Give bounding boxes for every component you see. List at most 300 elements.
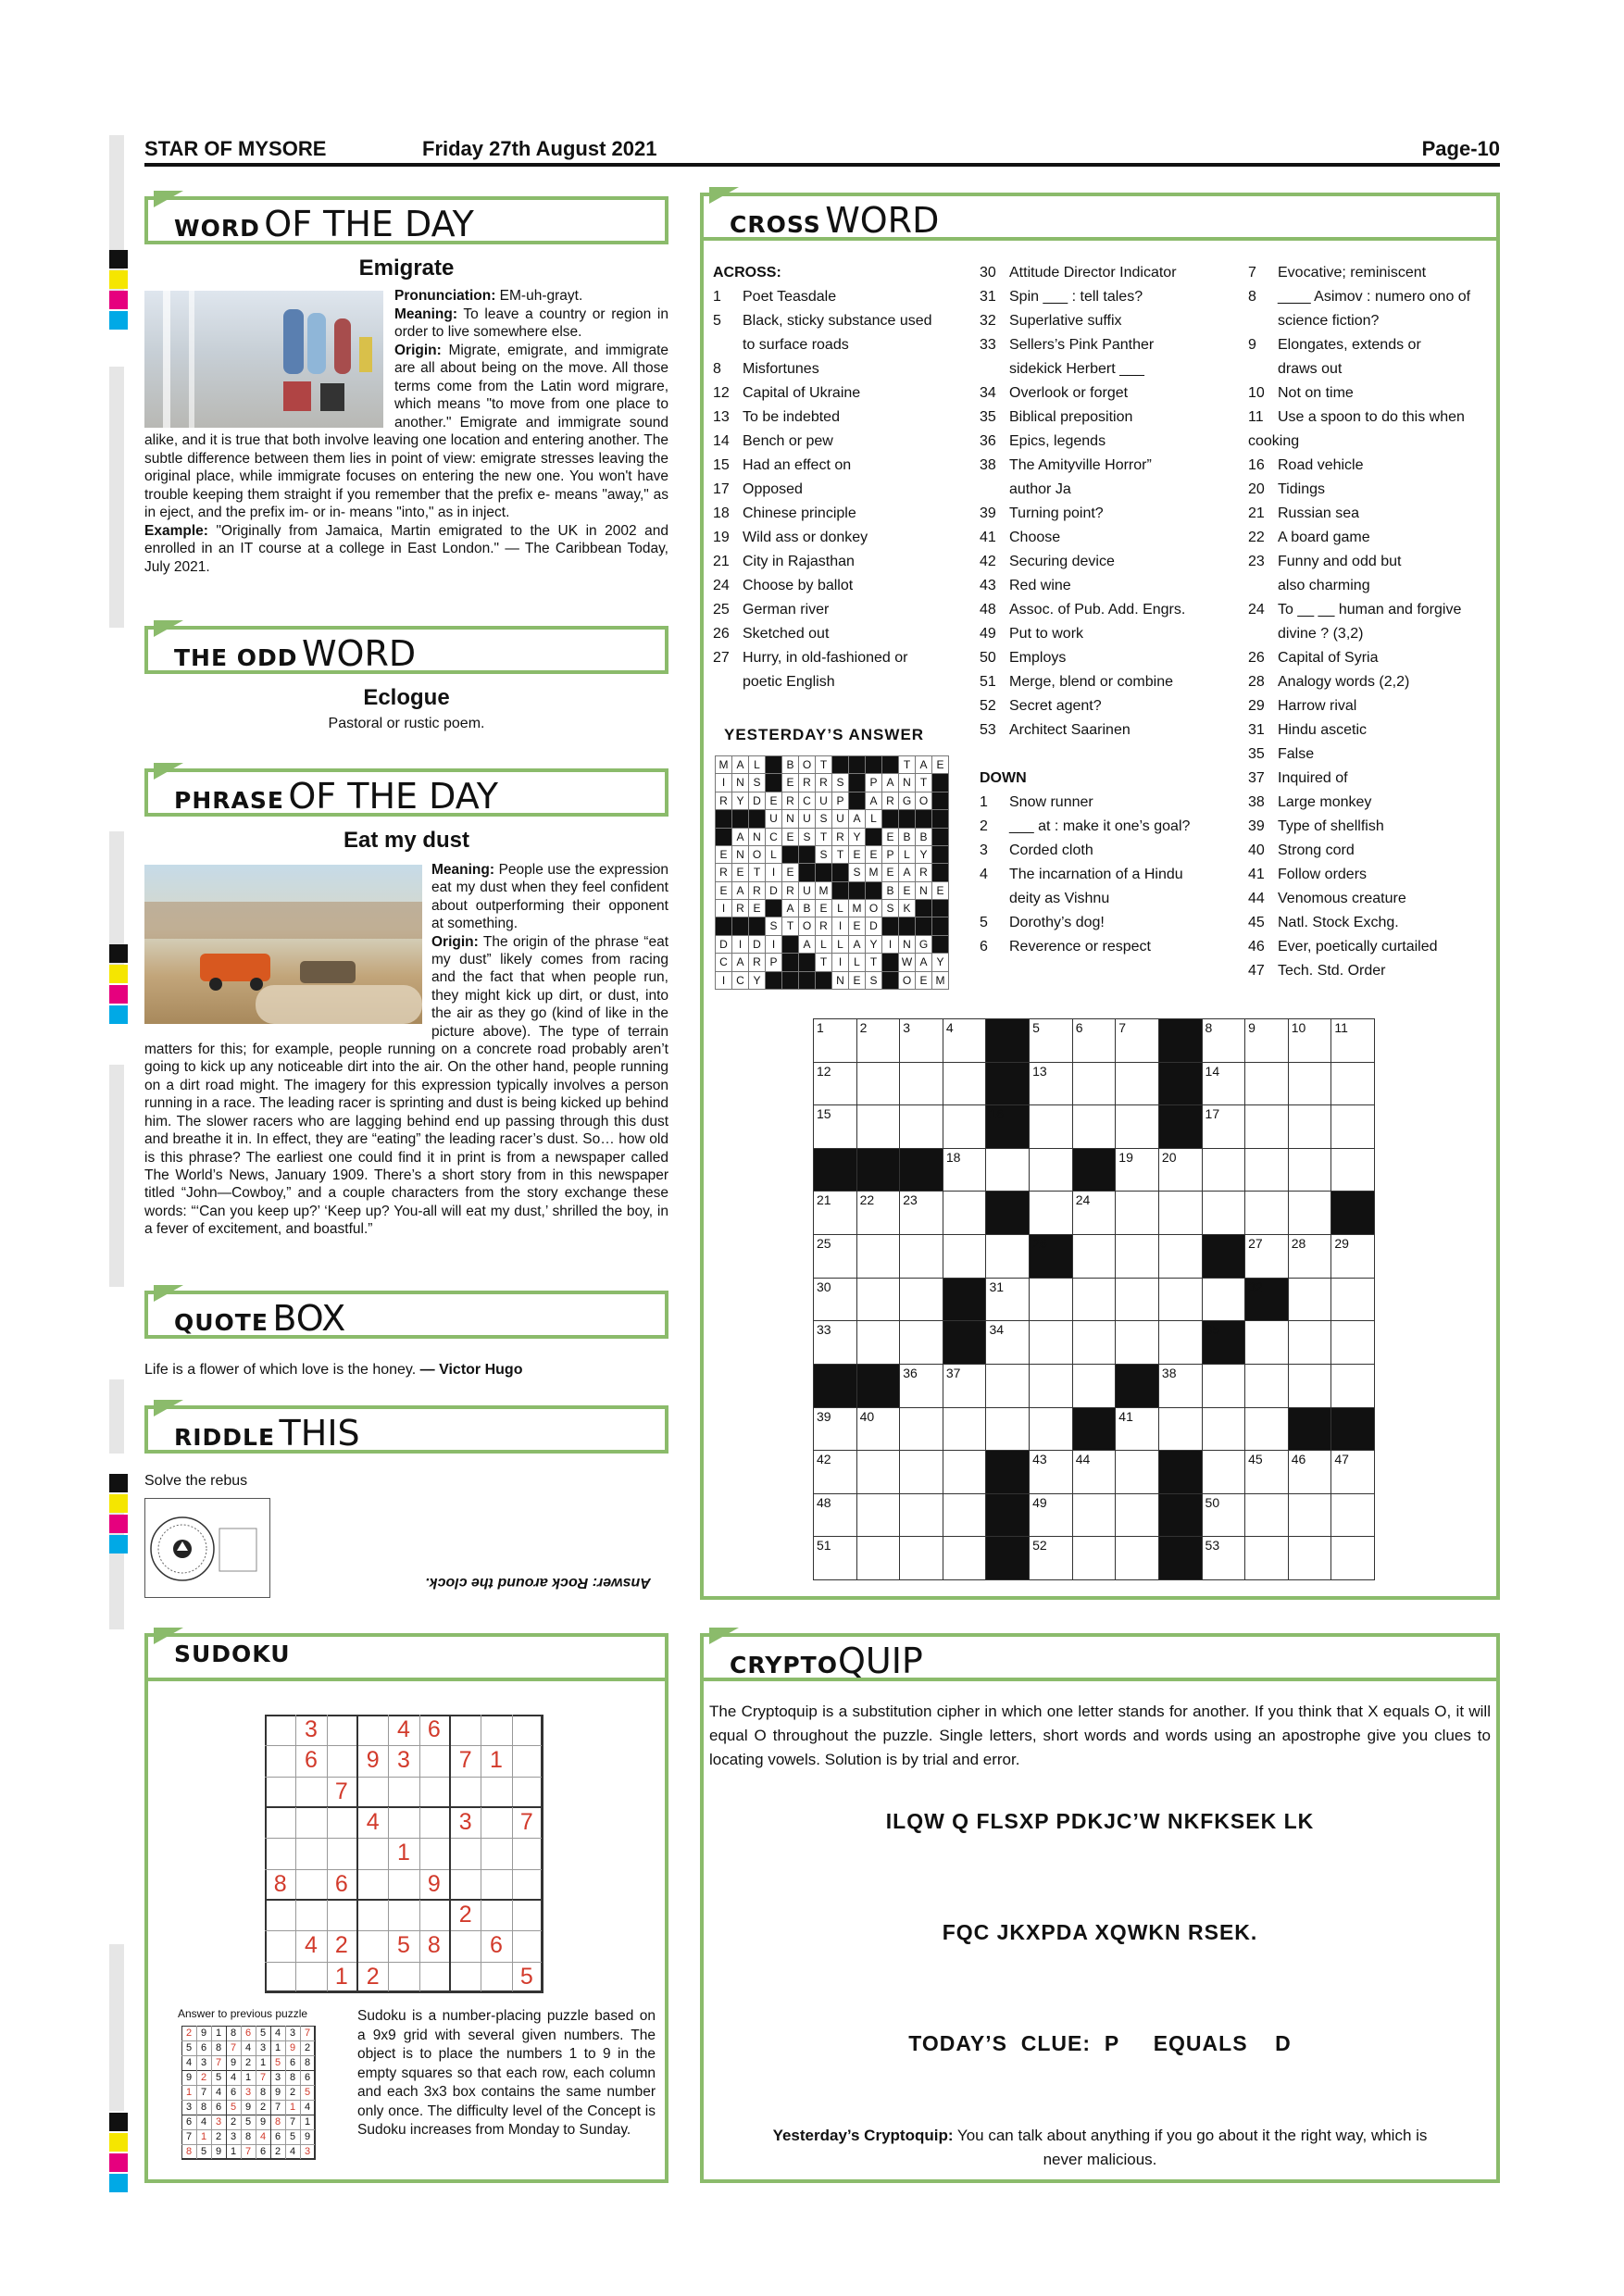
clue-text: science fiction? (1278, 313, 1380, 329)
sudoku-cell[interactable] (481, 1715, 512, 1746)
clue-item (1248, 935, 1496, 959)
sudoku-cell[interactable] (512, 1745, 543, 1777)
crossword-black-cell (1115, 1364, 1159, 1408)
clue-item (713, 381, 950, 406)
answer-black-cell (865, 828, 882, 846)
crossword-cell[interactable] (899, 1104, 943, 1149)
crossword-cell[interactable] (1029, 1062, 1073, 1106)
answer-black-cell (715, 828, 732, 846)
crossword-cell[interactable] (856, 1018, 901, 1063)
clue-text: Tech. Std. Order (1278, 963, 1386, 979)
answer-cell: 3 (300, 2144, 316, 2160)
answer-cell: 6 (211, 2100, 227, 2115)
sudoku-cell[interactable] (419, 1745, 451, 1777)
crossword-cell[interactable] (899, 1018, 943, 1063)
crossword-cell[interactable] (985, 1407, 1030, 1452)
crossword-cell[interactable] (1115, 1407, 1159, 1452)
answer-cell: U (798, 809, 816, 828)
clue-item (980, 502, 1220, 526)
crossword-cell[interactable] (1029, 1018, 1073, 1063)
crossword-cell[interactable] (943, 1148, 987, 1192)
crossword-cell[interactable] (1288, 1104, 1332, 1149)
clue-text: Choose (1009, 530, 1061, 545)
sudoku-cell[interactable] (357, 1715, 389, 1746)
crossword-cell[interactable] (856, 1234, 901, 1279)
clue-item (1248, 309, 1496, 333)
crossword-cell[interactable] (813, 1062, 857, 1106)
sudoku-cell[interactable] (450, 1777, 481, 1808)
crossword-cell[interactable] (1330, 1062, 1375, 1106)
crossword-black-cell (1244, 1278, 1289, 1322)
crossword-cell[interactable] (1115, 1062, 1159, 1106)
sudoku-cell[interactable] (295, 1807, 327, 1839)
crossword-cell[interactable] (1330, 1278, 1375, 1322)
answer-cell: 7 (211, 2055, 227, 2071)
crossword-cell[interactable] (1115, 1104, 1159, 1149)
sudoku-cell[interactable] (512, 1838, 543, 1869)
crossword-cell[interactable] (899, 1407, 943, 1452)
crossword-cell[interactable] (1244, 1062, 1289, 1106)
crossword-cell[interactable] (985, 1148, 1030, 1192)
crossword-cell[interactable] (1202, 1148, 1246, 1192)
sudoku-cell[interactable] (419, 1807, 451, 1839)
clue-text: Type of shellfish (1278, 818, 1384, 834)
crossword-cell[interactable] (1202, 1364, 1246, 1408)
sudoku-cell: 4 (388, 1715, 419, 1746)
crossword-cell[interactable] (813, 1320, 857, 1365)
answer-black-cell (798, 971, 816, 990)
crossword-cell[interactable] (1158, 1407, 1203, 1452)
crossword-cell[interactable] (856, 1450, 901, 1494)
crossword-cell[interactable] (1029, 1191, 1073, 1235)
clue-number: 5 (713, 313, 721, 329)
sudoku-cell[interactable] (327, 1745, 358, 1777)
clue-text: Opposed (743, 481, 803, 497)
crossword-cell[interactable] (1029, 1493, 1073, 1538)
crossword-cell[interactable] (1072, 1364, 1117, 1408)
cell-number: 46 (1291, 1452, 1306, 1467)
crossword-cell[interactable] (943, 1234, 987, 1279)
answer-cell: E (881, 863, 899, 881)
answer-cell: I (765, 863, 782, 881)
word-definition (144, 287, 668, 576)
crossword-cell[interactable] (1158, 1191, 1203, 1235)
crossword-cell[interactable] (856, 1278, 901, 1322)
crossword-cell[interactable] (813, 1407, 857, 1452)
answer-cell: D (715, 935, 732, 954)
crossword-cell[interactable] (1244, 1407, 1289, 1452)
crossword-cell[interactable] (1330, 1493, 1375, 1538)
answer-cell: M (848, 899, 866, 917)
sudoku-cell[interactable] (388, 1962, 419, 1993)
sudoku-cell[interactable] (481, 1962, 512, 1993)
clue-number: 25 (713, 602, 730, 618)
sudoku-cell[interactable] (357, 1838, 389, 1869)
sudoku-cell[interactable] (512, 1777, 543, 1808)
crossword-cell[interactable] (899, 1536, 943, 1580)
sudoku-cell[interactable] (450, 1930, 481, 1962)
cell-number: 2 (859, 1020, 868, 1035)
answer-cell: P (765, 953, 782, 971)
answer-cell: R (748, 953, 766, 971)
crossword-cell[interactable] (943, 1018, 987, 1063)
sudoku-cell[interactable] (450, 1838, 481, 1869)
crossword-cell[interactable] (943, 1407, 987, 1452)
sudoku-cell[interactable] (265, 1930, 296, 1962)
crossword-cell[interactable] (1072, 1450, 1117, 1494)
sudoku-cell[interactable] (512, 1715, 543, 1746)
sudoku-cell[interactable] (265, 1962, 296, 1993)
quote-text: Life is a flower of which love is the honey. (144, 1362, 417, 1378)
answer-black-cell (815, 863, 832, 881)
crossword-cell[interactable] (813, 1234, 857, 1279)
crossword-cell[interactable] (1158, 1320, 1203, 1365)
crossword-cell[interactable] (1330, 1148, 1375, 1192)
sudoku-cell[interactable] (265, 1715, 296, 1746)
answer-cell: E (781, 863, 799, 881)
sudoku-cell[interactable] (481, 1807, 512, 1839)
clue-text: Dorothy’s dog! (1009, 915, 1105, 930)
crossword-cell[interactable] (899, 1062, 943, 1106)
sudoku-cell[interactable] (265, 1807, 296, 1839)
crossword-cell[interactable] (1330, 1104, 1375, 1149)
answer-cell: O (798, 755, 816, 774)
sudoku-cell[interactable] (450, 1715, 481, 1746)
crossword-cell[interactable] (1115, 1450, 1159, 1494)
crossword-cell[interactable] (813, 1104, 857, 1149)
crossword-cell[interactable] (1202, 1018, 1246, 1063)
crossword-cell[interactable] (1244, 1104, 1289, 1149)
crossword-cell[interactable] (1115, 1148, 1159, 1192)
crossword-cell[interactable] (1288, 1536, 1332, 1580)
crossword-cell[interactable] (1072, 1493, 1117, 1538)
crossword-cell[interactable] (856, 1191, 901, 1235)
crossword-cell[interactable] (1330, 1234, 1375, 1279)
answer-cell: N (731, 773, 749, 792)
sudoku-cell[interactable] (512, 1869, 543, 1901)
clue-number: 1 (980, 794, 988, 810)
clue-number: 15 (713, 457, 730, 473)
crossword-cell[interactable] (1072, 1018, 1117, 1063)
crossword-cell[interactable] (813, 1278, 857, 1322)
cryptoquip-header (700, 1633, 1500, 1681)
crossword-cell[interactable] (1202, 1450, 1246, 1494)
clue-text: Harrow rival (1278, 698, 1357, 714)
sudoku-cell[interactable] (357, 1900, 389, 1931)
crossword-cell[interactable] (1288, 1278, 1332, 1322)
crossword-cell[interactable] (899, 1493, 943, 1538)
clue-number: 46 (1248, 939, 1265, 955)
crossword-cell[interactable] (943, 1191, 987, 1235)
clue-item: cooking (1248, 433, 1300, 449)
word-of-day-header (144, 196, 668, 244)
crossword-cell[interactable] (856, 1104, 901, 1149)
crossword-cell[interactable] (813, 1018, 857, 1063)
crossword-cell[interactable] (1244, 1320, 1289, 1365)
crossword-cell[interactable] (1072, 1234, 1117, 1279)
crossword-cell[interactable] (1072, 1320, 1117, 1365)
sudoku-cell[interactable] (512, 1930, 543, 1962)
crossword-cell[interactable] (1330, 1536, 1375, 1580)
crossword-cell[interactable] (985, 1278, 1030, 1322)
crossword-cell[interactable] (1288, 1148, 1332, 1192)
answer-cell: L (765, 845, 782, 864)
crossword-cell[interactable] (1244, 1018, 1289, 1063)
sudoku-cell[interactable] (357, 1777, 389, 1808)
clue-text: ____ Asimov : numero ono of (1278, 289, 1471, 305)
sudoku-cell[interactable] (295, 1869, 327, 1901)
sudoku-cell[interactable] (512, 1900, 543, 1931)
crossword-cell[interactable] (1288, 1450, 1332, 1494)
sudoku-cell[interactable] (327, 1900, 358, 1931)
crossword-cell[interactable] (943, 1364, 987, 1408)
sudoku-cell[interactable] (295, 1777, 327, 1808)
crossword-cell[interactable] (1158, 1278, 1203, 1322)
crossword-cell[interactable] (943, 1493, 987, 1538)
clue-text: Inquired of (1278, 770, 1348, 786)
clue-number: 21 (1248, 505, 1265, 521)
crossword-cell[interactable] (1244, 1364, 1289, 1408)
crossword-cell[interactable] (943, 1536, 987, 1580)
sudoku-cell: 9 (357, 1745, 389, 1777)
crossword-cell[interactable] (1288, 1364, 1332, 1408)
sudoku-cell: 2 (357, 1962, 389, 1993)
crossword-cell[interactable] (1158, 1148, 1203, 1192)
crossword-cell[interactable] (1115, 1536, 1159, 1580)
sudoku-cell[interactable] (265, 1838, 296, 1869)
sudoku-cell[interactable] (419, 1838, 451, 1869)
crossword-cell[interactable] (1202, 1062, 1246, 1106)
crossword-cell[interactable] (1115, 1234, 1159, 1279)
sudoku-cell[interactable] (481, 1838, 512, 1869)
answer-cell: 1 (196, 2129, 212, 2145)
crossword-cell[interactable] (1244, 1450, 1289, 1494)
crossword-cell[interactable] (899, 1450, 943, 1494)
crossword-cell[interactable] (1072, 1104, 1117, 1149)
sudoku-cell[interactable] (450, 1962, 481, 1993)
answer-black-cell (798, 863, 816, 881)
crossword-cell[interactable] (1072, 1278, 1117, 1322)
answer-black-cell (931, 899, 949, 917)
sudoku-cell[interactable] (357, 1930, 389, 1962)
answer-cell: A (915, 755, 932, 774)
clue-text: German river (743, 602, 830, 618)
sudoku-cell[interactable] (265, 1777, 296, 1808)
answer-cell: 3 (270, 2070, 286, 2086)
answer-black-cell (915, 809, 932, 828)
crossword-cell[interactable] (856, 1493, 901, 1538)
crossword-cell[interactable] (943, 1450, 987, 1494)
answer-cell: I (731, 935, 749, 954)
clue-item (980, 574, 1220, 598)
crossword-cell[interactable] (1330, 1450, 1375, 1494)
crossword-cell[interactable] (985, 1364, 1030, 1408)
sudoku-cell[interactable] (295, 1962, 327, 1993)
crossword-cell[interactable] (813, 1536, 857, 1580)
sudoku-cell[interactable] (481, 1900, 512, 1931)
crossword-cell[interactable] (1288, 1320, 1332, 1365)
crossword-cell[interactable] (1115, 1493, 1159, 1538)
crossword-cell[interactable] (899, 1191, 943, 1235)
crossword-cell[interactable] (1202, 1536, 1246, 1580)
sudoku-cell[interactable] (327, 1807, 358, 1839)
answer-cell: R (715, 792, 732, 810)
crossword-cell[interactable] (1115, 1320, 1159, 1365)
crossword-cell[interactable] (1202, 1191, 1246, 1235)
answer-cell: B (781, 755, 799, 774)
crossword-cell[interactable] (813, 1450, 857, 1494)
crossword-cell[interactable] (899, 1234, 943, 1279)
crossword-cell[interactable] (813, 1191, 857, 1235)
answer-black-cell (848, 755, 866, 774)
sudoku-cell[interactable] (419, 1900, 451, 1931)
crossword-cell[interactable] (1288, 1493, 1332, 1538)
answer-cell: 8 (270, 2115, 286, 2130)
cell-number: 17 (1205, 1106, 1220, 1122)
crossword-cell[interactable] (856, 1536, 901, 1580)
crossword-cell[interactable] (1072, 1536, 1117, 1580)
sudoku-cell[interactable] (419, 1777, 451, 1808)
sudoku-cell[interactable] (388, 1777, 419, 1808)
crossword-cell[interactable] (899, 1364, 943, 1408)
answer-cell: S (815, 845, 832, 864)
crossword-cell[interactable] (1029, 1536, 1073, 1580)
answer-cell: G (915, 935, 932, 954)
clue-text: To be indebted (743, 409, 840, 425)
answer-cell: E (715, 845, 732, 864)
sudoku-cell[interactable] (327, 1715, 358, 1746)
answer-black-cell (765, 773, 782, 792)
sudoku-cell[interactable] (388, 1900, 419, 1931)
crossword-cell[interactable] (1029, 1450, 1073, 1494)
answer-cell: 5 (285, 2129, 301, 2145)
crossword-cell[interactable] (1288, 1062, 1332, 1106)
clue-text: Securing device (1009, 554, 1115, 569)
sudoku-cell: 7 (327, 1777, 358, 1808)
answer-cell: P (881, 845, 899, 864)
answer-cell: I (715, 773, 732, 792)
answer-cell: C (765, 828, 782, 846)
cell-number: 28 (1291, 1236, 1306, 1252)
crossword-cell[interactable] (1330, 1320, 1375, 1365)
crossword-cell[interactable] (1202, 1493, 1246, 1538)
answer-black-cell (831, 881, 849, 900)
sudoku-cell[interactable] (265, 1900, 296, 1931)
answer-cell: 2 (241, 2055, 256, 2071)
clue-number: 13 (713, 409, 730, 425)
crossword-cell[interactable] (856, 1062, 901, 1106)
crossword-cell[interactable] (856, 1320, 901, 1365)
crossword-cell[interactable] (1244, 1148, 1289, 1192)
answer-cell: A (898, 863, 916, 881)
clue-item (980, 598, 1220, 622)
crossword-cell[interactable] (1288, 1018, 1332, 1063)
crossword-cell[interactable] (943, 1104, 987, 1149)
crossword-cell[interactable] (1330, 1364, 1375, 1408)
crossword-cell[interactable] (985, 1320, 1030, 1365)
crossword-cell[interactable] (1115, 1018, 1159, 1063)
crossword-cell[interactable] (899, 1278, 943, 1322)
sudoku-cell[interactable] (481, 1869, 512, 1901)
clue-item (713, 454, 950, 478)
crossword-cell[interactable] (1072, 1062, 1117, 1106)
sudoku-cell[interactable] (295, 1900, 327, 1931)
clue-item (1248, 670, 1496, 694)
sudoku-cell[interactable] (295, 1838, 327, 1869)
crossword-cell[interactable] (1029, 1407, 1073, 1452)
crossword-cell[interactable] (1288, 1234, 1332, 1279)
cell-number: 12 (817, 1063, 831, 1079)
crossword-cell[interactable] (1029, 1278, 1073, 1322)
answer-cell: E (715, 881, 732, 900)
crossword-black-cell (1072, 1148, 1117, 1192)
crossword-cell[interactable] (1072, 1191, 1117, 1235)
answer-cell: 1 (211, 2026, 227, 2041)
crossword-cell[interactable] (1115, 1278, 1159, 1322)
crossword-cell[interactable] (1158, 1234, 1203, 1279)
answer-cell: Y (731, 792, 749, 810)
crossword-cell[interactable] (1244, 1191, 1289, 1235)
sudoku-cell[interactable] (388, 1869, 419, 1901)
clue-item (713, 646, 950, 670)
crossword-cell[interactable] (1244, 1493, 1289, 1538)
clue-text: Tidings (1278, 481, 1325, 497)
section-title-light: THIS (279, 1413, 360, 1454)
crossword-cell[interactable] (1158, 1364, 1203, 1408)
sudoku-cell[interactable] (419, 1962, 451, 1993)
sudoku-cell[interactable] (481, 1777, 512, 1808)
clue-number: 34 (980, 385, 996, 401)
crossword-cell[interactable] (1202, 1104, 1246, 1149)
crossword-black-cell (813, 1148, 857, 1192)
crossword-cell[interactable] (899, 1320, 943, 1365)
crossword-cell[interactable] (813, 1493, 857, 1538)
clue-text: Red wine (1009, 578, 1071, 593)
crossword-cell[interactable] (985, 1234, 1030, 1279)
crossword-cell[interactable] (1244, 1234, 1289, 1279)
answer-black-cell (765, 755, 782, 774)
crossword-cell[interactable] (1288, 1191, 1332, 1235)
sudoku-cell[interactable] (327, 1838, 358, 1869)
meaning: To leave a country or region in order to live somewhere else. (394, 306, 668, 340)
crossword-cell[interactable] (1330, 1018, 1375, 1063)
answer-cell: 8 (300, 2055, 316, 2071)
crossword-cell[interactable] (1029, 1364, 1073, 1408)
crossword-cell[interactable] (1029, 1104, 1073, 1149)
answer-cell: 7 (241, 2144, 256, 2160)
cell-number: 22 (859, 1192, 875, 1208)
sudoku-cell[interactable] (357, 1869, 389, 1901)
clue-item (1248, 718, 1496, 742)
crossword-cell[interactable] (856, 1407, 901, 1452)
clue-number: 50 (980, 650, 996, 666)
crossword-cell[interactable] (1029, 1148, 1073, 1192)
sudoku-cell[interactable] (388, 1807, 419, 1839)
masthead (144, 135, 1500, 167)
crossword-cell[interactable] (1115, 1191, 1159, 1235)
crossword-cell[interactable] (1202, 1278, 1246, 1322)
sudoku-cell[interactable] (265, 1745, 296, 1777)
answer-black-cell (765, 971, 782, 990)
crossword-cell[interactable] (1244, 1536, 1289, 1580)
crossword-cell[interactable] (1202, 1407, 1246, 1452)
clue-number: 3 (980, 842, 988, 858)
crossword-cell[interactable] (943, 1062, 987, 1106)
crossword-cell[interactable] (1029, 1320, 1073, 1365)
sudoku-cell[interactable] (450, 1869, 481, 1901)
answer-cell: D (765, 881, 782, 900)
answer-cell: 7 (270, 2100, 286, 2115)
